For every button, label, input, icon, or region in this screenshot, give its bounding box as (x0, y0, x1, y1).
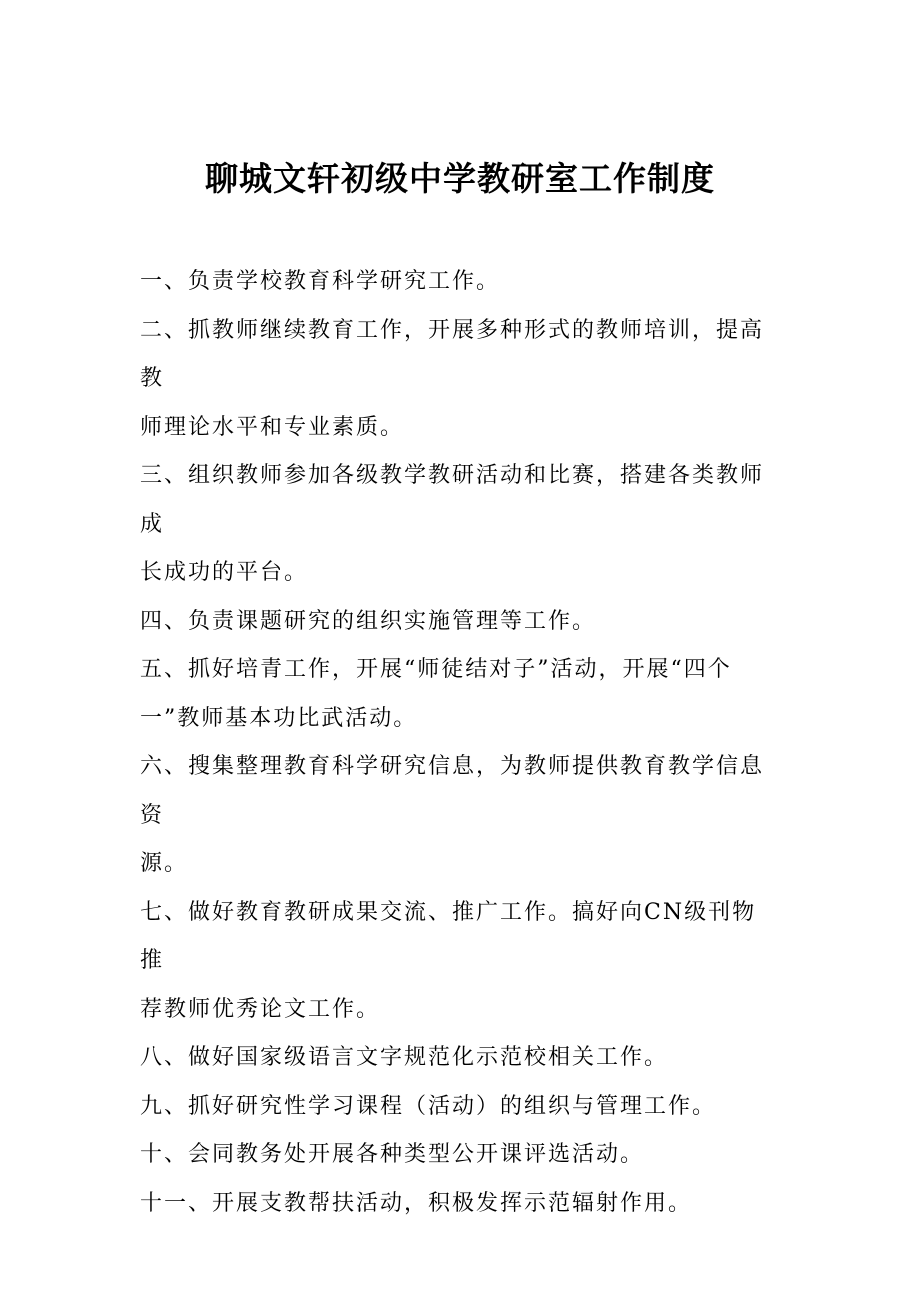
regulation-item-10: 十、会同教务处开展各种类型公开课评选活动。 (140, 1142, 645, 1167)
regulation-item-11: 十一、开展支教帮扶活动，积极发挥示范辐射作用。 (140, 1190, 693, 1216)
regulation-item-3: 三、组织教师参加各级教学教研活动和比赛，搭建各类教师成 长成功的平台。 (140, 463, 765, 585)
regulation-item-4: 四、负责课题研究的组织实施管理等工作。 (140, 608, 597, 634)
regulation-item-2: 二、抓教师继续教育工作，开展多种形式的教师培训，提高教 师理论水平和专业素质。 (140, 317, 765, 440)
regulation-item-8: 八、做好国家级语言文字规范化示范校相关工作。 (140, 1045, 669, 1070)
regulation-list (140, 258, 770, 1228)
regulation-item-1: 一、负责学校教育科学研究工作。 (140, 269, 501, 294)
regulation-item-5: 五、抓好培青工作，开展“师徒结对子”活动，开展“四个 一”教师基本功比武活动。 (140, 657, 732, 731)
regulation-item-9: 九、抓好研究性学习课程（活动）的组织与管理工作。 (140, 1093, 717, 1119)
regulation-item-7: 七、做好教育教研成果交流、推广工作。搞好向CN级刊物推 荐教师优秀论文工作。 (140, 899, 757, 1022)
document-title: 聊城文轩初级中学教研室工作制度 (205, 159, 715, 198)
regulation-item-6: 六、搜集整理教育科学研究信息，为教师提供教育教学信息资 源。 (140, 754, 765, 876)
